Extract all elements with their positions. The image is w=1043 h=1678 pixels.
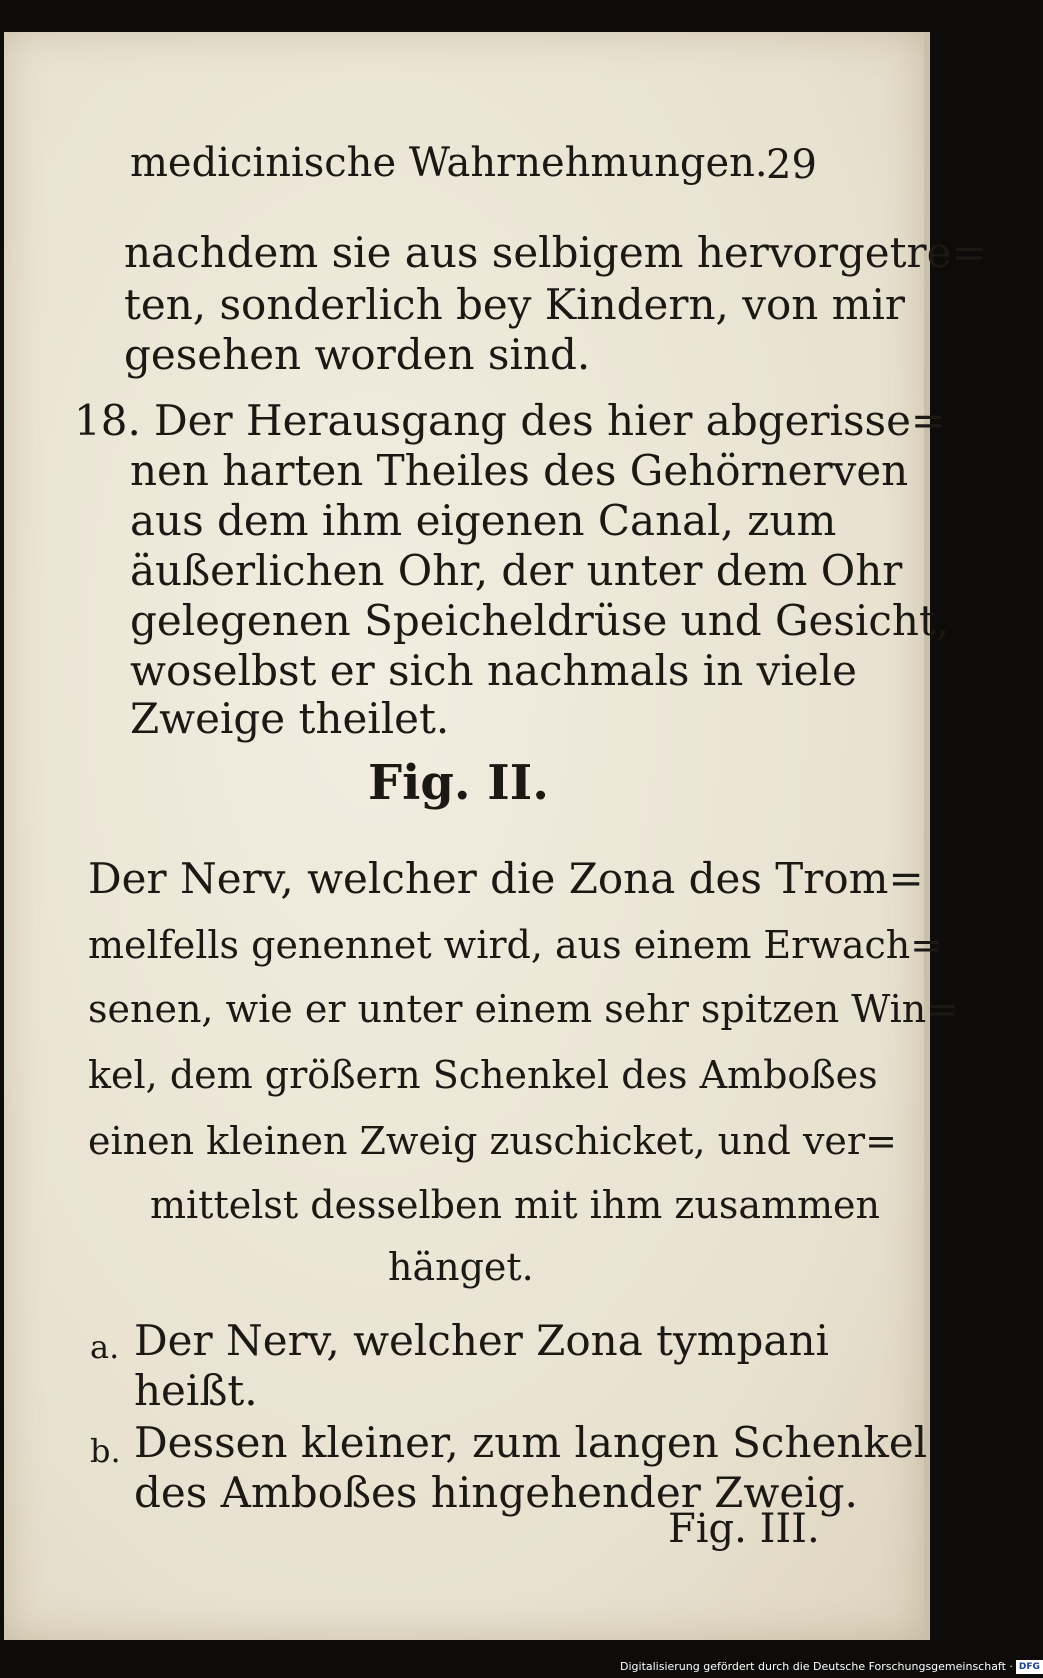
text-line: Zweige theilet. bbox=[130, 694, 450, 743]
page-text bbox=[4, 32, 987, 1640]
caption-line: senen, wie er unter einem sehr spitzen Win= bbox=[88, 987, 959, 1031]
caption-line: mittelst desselben mit ihm zusammen bbox=[150, 1183, 880, 1227]
page-number: 29 bbox=[766, 142, 817, 188]
item-letter: b. bbox=[90, 1432, 121, 1470]
running-title: medicinische Wahrnehmungen. bbox=[130, 140, 768, 186]
item-number: 18. bbox=[74, 396, 141, 445]
item-line: Dessen kleiner, zum langen Schenkel bbox=[134, 1418, 928, 1467]
caption-line: einen kleinen Zweig zuschicket, und ver= bbox=[88, 1119, 897, 1163]
item-letter: a. bbox=[90, 1328, 120, 1366]
item-line: des Amboßes hingehender Zweig. bbox=[134, 1468, 858, 1517]
book-page bbox=[4, 32, 987, 1640]
text-line: Der Herausgang des hier abgerisse= bbox=[154, 396, 947, 445]
item-line: Der Nerv, welcher Zona tympani bbox=[134, 1316, 829, 1365]
text-line: aus dem ihm eigenen Canal, zum bbox=[130, 496, 837, 545]
caption-line: melfells genennet wird, aus einem Erwach= bbox=[88, 923, 943, 967]
text-line: nachdem sie aus selbigem hervorgetre= bbox=[124, 228, 987, 277]
item-line: heißt. bbox=[134, 1366, 258, 1415]
caption-line: hänget. bbox=[388, 1245, 534, 1289]
text-line: nen harten Theiles des Gehörnerven bbox=[130, 446, 909, 495]
text-line: woselbst er sich nachmals in viele bbox=[130, 646, 857, 695]
catchword: Fig. III. bbox=[668, 1506, 820, 1552]
figure-heading: Fig. II. bbox=[368, 755, 549, 811]
text-line: ten, sonderlich bey Kindern, von mir bbox=[124, 280, 905, 329]
caption-line: kel, dem größern Schenkel des Amboßes bbox=[88, 1053, 878, 1097]
text-line: äußerlichen Ohr, der unter dem Ohr bbox=[130, 546, 903, 595]
text-line: gesehen worden sind. bbox=[124, 330, 591, 379]
digitization-credit bbox=[620, 1656, 1040, 1678]
caption-line: Der Nerv, welcher die Zona des Trom= bbox=[88, 854, 924, 903]
credit-text: Digitalisierung gefördert durch die Deutsche Forschungsgemeinschaft · bbox=[620, 1660, 1013, 1673]
text-line: gelegenen Speicheldrüse und Gesicht, bbox=[130, 596, 950, 645]
dfg-logo: DFG bbox=[1016, 1660, 1043, 1674]
